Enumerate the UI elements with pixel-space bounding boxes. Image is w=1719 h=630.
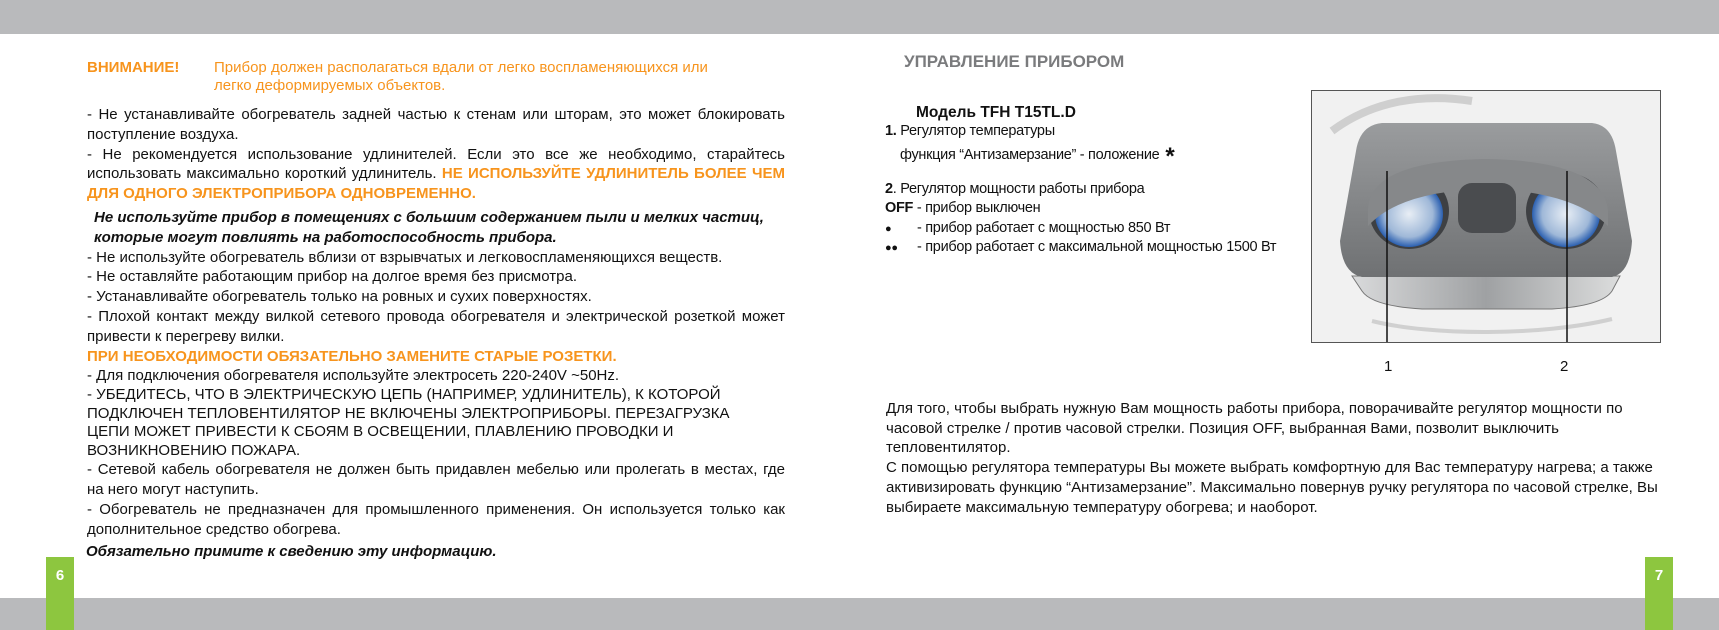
dust-warning-line-2: которые могут повлиять на работоспособность прибора.	[94, 228, 557, 246]
circuit-warning	[87, 386, 785, 460]
spec-item-1-label: Регулятор температуры	[896, 123, 1055, 139]
safety-item-text: - Не рекомендуется использование удлинителей. Если это все же необходимо, старайтесь использовать максимально короткий удлинитель.	[87, 145, 785, 183]
socket-warning: ПРИ НЕОБХОДИМОСТИ ОБЯЗАТЕЛЬНО ЗАМЕНИТЕ СТАРЫЕ РОЗЕТКИ.	[87, 347, 617, 365]
section-title: УПРАВЛЕНИЕ ПРИБОРОМ	[904, 52, 1125, 71]
bullet-dot-icon: ●	[885, 223, 892, 235]
instructions	[886, 399, 1676, 517]
heater-illustration	[1312, 91, 1660, 342]
circuit-warning-line: - УБЕДИТЕСЬ, ЧТО В ЭЛЕКТРИЧЕСКУЮ ЦЕПЬ (НАПРИМЕР, УДЛИНИТЕЛЬ), К КОТОРОЙ	[87, 386, 721, 404]
safety-item: - Плохой контакт между вилкой сетевого провода обогревателя и электрической розеткой может привести к перегреву вилки.	[87, 307, 785, 345]
safety-item: - Не устанавливайте обогреватель задней частью к стенам или шторам, это может блокировать поступление воздуха.	[87, 106, 785, 143]
callout-2: 2	[1560, 358, 1569, 375]
spec-item-2-number: 2	[885, 181, 893, 197]
warning-line-1: Прибор должен располагаться вдали от легко воспламеняющихся или	[214, 59, 708, 76]
bottom-band	[0, 598, 1719, 630]
page-number-right: 7	[1645, 557, 1673, 630]
spec-off	[885, 200, 1040, 216]
safety-item: - Не используйте обогреватель вблизи от взрывчатых и легковоспламеняющихся веществ.	[87, 248, 723, 266]
callout-1: 1	[1384, 358, 1393, 375]
spec-item-2	[885, 181, 1144, 197]
spec-item-1-sub-text: функция “Антизамерзание” - положение	[900, 147, 1160, 163]
instruction-paragraph: С помощью регулятора температуры Вы можете выбрать комфортную для Вас температуру нагрева; а также активизировать функцию “Антизамерзание”. Максимально повернув ручку регулятора по часовой стрелке, Вы выбираете максимальную температуру обогрева; и наоборот.	[886, 459, 1658, 516]
spec-item-1-number: 1.	[885, 123, 897, 139]
warning-line-2: легко деформируемых объектов.	[214, 77, 446, 94]
safety-list	[87, 105, 785, 539]
top-band	[0, 0, 1719, 34]
warning-label: ВНИМАНИЕ!	[87, 59, 180, 76]
model-name: Модель TFH T15TL.D	[916, 104, 1076, 121]
circuit-warning-line: ВОЗНИКНОВЕНИЮ ПОЖАРА.	[87, 441, 301, 459]
dot2-text: - прибор работает с максимальной мощностью 1500 Вт	[917, 239, 1277, 255]
circuit-warning-line: ПОДКЛЮЧЕН ТЕПЛОВЕНТИЛЯТОР НЕ ВКЛЮЧЕНЫ ЭЛЕКТРОПРИБОРЫ. ПЕРЕЗАГРУЗКА	[87, 404, 730, 422]
spec-item-1	[885, 123, 1055, 139]
instruction-paragraph: Для того, чтобы выбрать нужную Вам мощность работы прибора, поворачивайте регулятор мощности по часовой стрелке / против часовой стрелки. Позиция OFF, выбранная Вами, позволит выключить тепловентилятор.	[886, 400, 1623, 457]
safety-item-extension	[87, 145, 785, 204]
circuit-warning-line: ЦЕПИ МОЖЕТ ПРИВЕСТИ К СБОЯМ В ОСВЕЩЕНИИ, ПЛАВЛЕНИЮ ПРОВОДКИ И	[87, 423, 674, 441]
safety-item: - Не оставляйте работающим прибор на долгое время без присмотра.	[87, 268, 577, 286]
safety-item: - Сетевой кабель обогревателя не должен быть придавлен мебелью или пролегать в местах, где на него могут наступить.	[87, 461, 785, 498]
off-label: OFF	[885, 200, 914, 216]
safety-item: - Обогреватель не предназначен для промышленного применения. Он используется только как дополнительное средство обогрева.	[87, 500, 785, 538]
spec-item-1-sub	[900, 143, 1174, 171]
page-number-left: 6	[46, 557, 74, 630]
safety-item-caps: НЕ ИСПОЛЬЗУЙТЕ УДЛИНИТЕЛЬ БОЛЕЕ ЧЕМ ДЛЯ ОДНОГО ЭЛЕКТРОПРИБОРА ОДНОВРЕМЕННО.	[87, 165, 785, 203]
heater-photo	[1311, 90, 1661, 343]
safety-item: - Устанавливайте обогреватель только на ровных и сухих поверхностях.	[87, 288, 592, 306]
final-note: Обязательно примите к сведению эту информацию.	[86, 543, 497, 560]
bullet-dot-icon: ●●	[885, 242, 898, 254]
safety-item: - Для подключения обогревателя используйте электросеть 220-240V ~50Hz.	[87, 367, 620, 385]
dust-warning-line-1: Не используйте прибор в помещениях с большим содержанием пыли и мелких частиц,	[94, 208, 764, 226]
spec-dot2	[885, 239, 1276, 255]
spec-dot1	[885, 220, 1170, 236]
warning-text	[214, 59, 774, 95]
dot1-text: - прибор работает с мощностью 850 Вт	[917, 220, 1171, 236]
star-icon: *	[1165, 143, 1175, 170]
spec-item-2-label: . Регулятор мощности работы прибора	[892, 181, 1145, 197]
off-text: - прибор выключен	[913, 200, 1041, 216]
